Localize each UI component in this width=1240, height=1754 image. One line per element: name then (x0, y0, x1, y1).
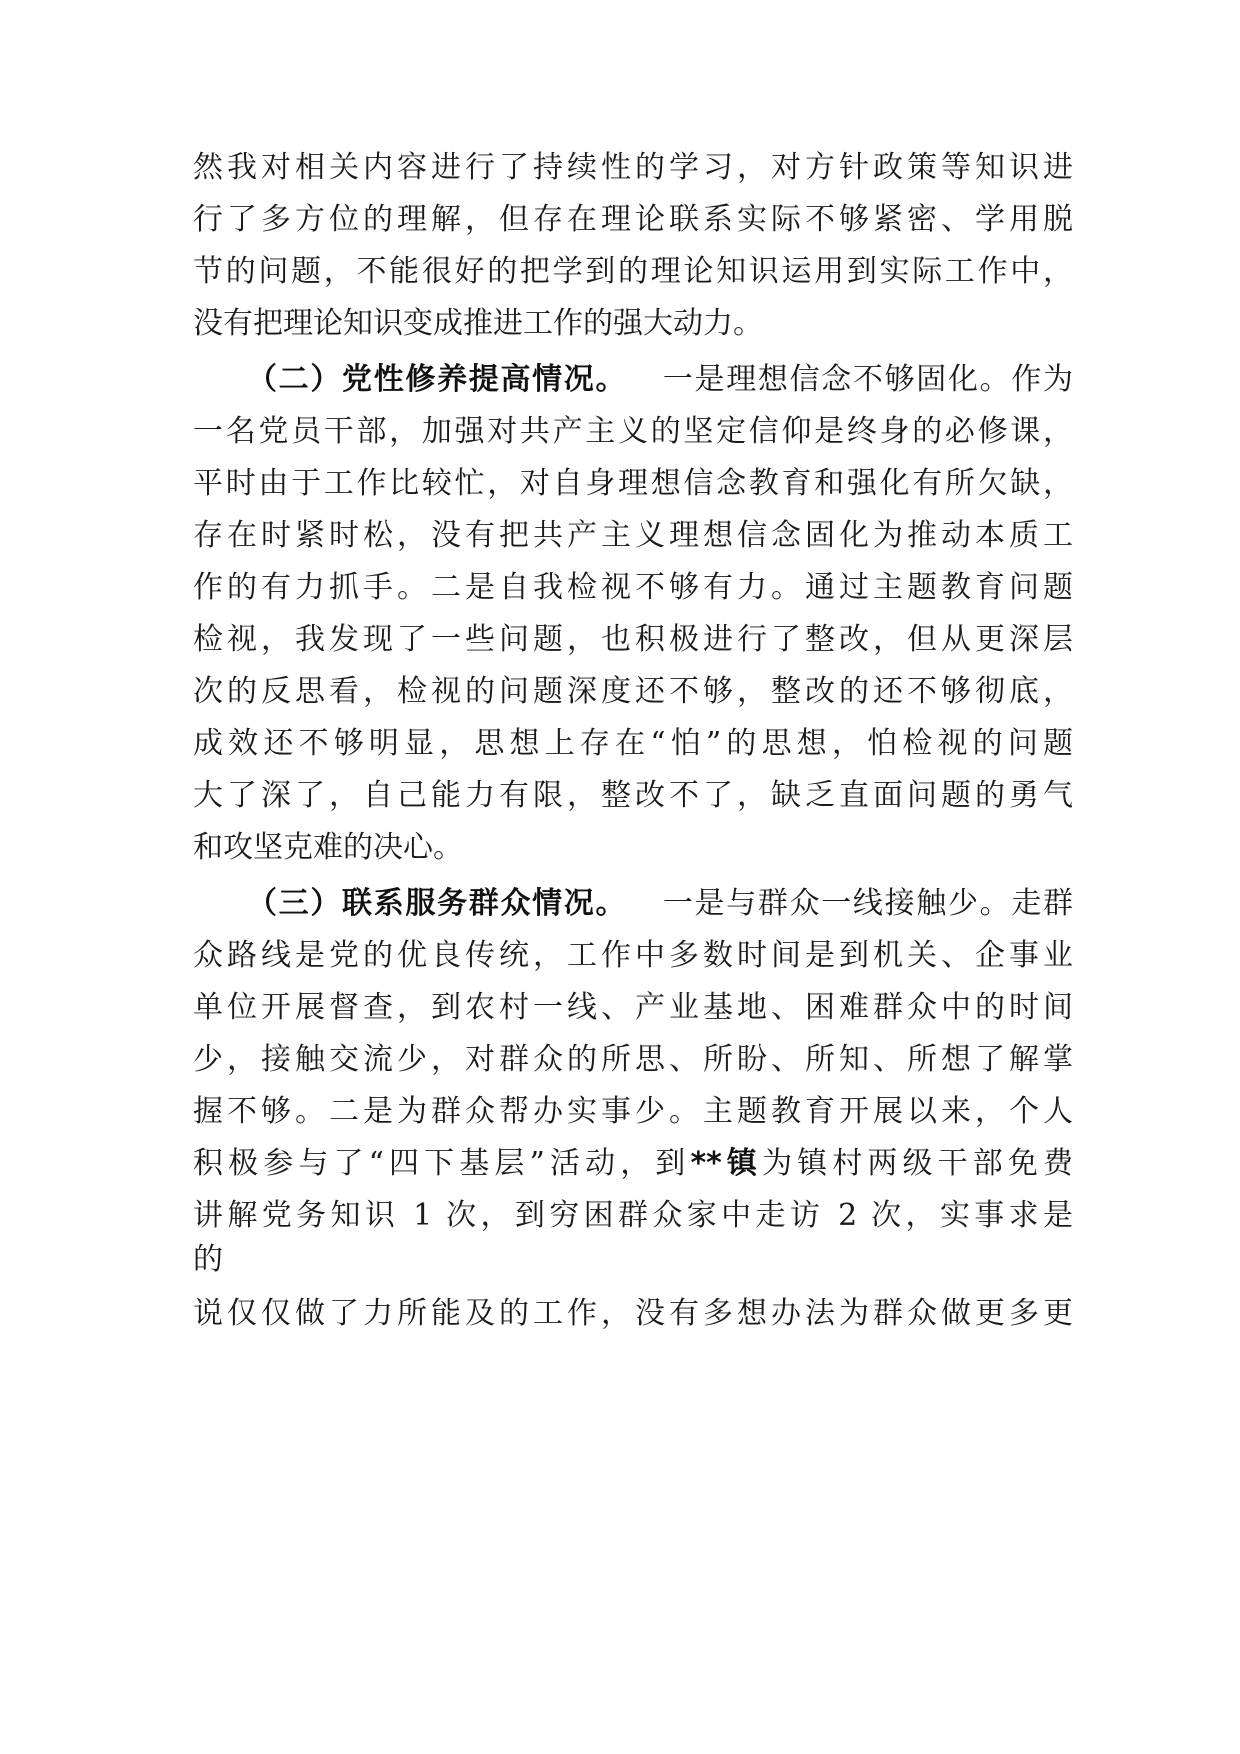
body-text-line: 检视，我发现了一些问题，也积极进行了整改，但从更深层 (193, 622, 1073, 657)
town-name: **镇 (690, 1146, 763, 1181)
body-text-line: 然我对相关内容进行了持续性的学习，对方针政策等知识进 (193, 150, 1073, 185)
body-text-line: 握不够。二是为群众帮办实事少。主题教育开展以来，个人 (193, 1094, 1073, 1129)
body-text-line: 一名党员干部，加强对共产主义的坚定信仰是终身的必修课， (193, 414, 1073, 449)
line-text-before-town: 积极参与了“四下基层”活动，到 (193, 1146, 691, 1181)
section-three-lead-text: 一是与群众一线接触少。走群 (661, 886, 1074, 921)
body-text-line: 存在时紧时松，没有把共产主义理想信念固化为推动本质工 (193, 518, 1073, 553)
body-text-line: 众路线是党的优良传统，工作中多数时间是到机关、企事业 (193, 938, 1073, 973)
body-text-line: 作的有力抓手。二是自我检视不够有力。通过主题教育问题 (193, 570, 1073, 605)
body-text-line: 平时由于工作比较忙，对自身理想信念教育和强化有所欠缺， (193, 466, 1073, 501)
body-text-line: 次的反思看，检视的问题深度还不够，整改的还不够彻底， (193, 674, 1073, 709)
section-two-heading: （二）党性修养提高情况。 (247, 362, 628, 397)
body-text-line: 大了深了，自己能力有限，整改不了，缺乏直面问题的勇气 (193, 778, 1073, 813)
section-two-first-line (247, 360, 1073, 400)
body-text-line: 单位开展督查，到农村一线、产业基地、困难群众中的时间 (193, 990, 1073, 1025)
section-three-first-line (247, 884, 1073, 924)
body-text-line: 的 (193, 1242, 223, 1277)
body-text-line: 没有把理论知识变成推进工作的强大动力。 (193, 306, 763, 341)
body-text-line: 节的问题，不能很好的把学到的理论知识运用到实际工作中， (193, 254, 1073, 289)
section-two-lead-text: 一是理想信念不够固化。作为 (661, 362, 1074, 397)
body-text-line: 少，接触交流少，对群众的所思、所盼、所知、所想了解掌 (193, 1042, 1073, 1077)
body-text-line: 成效还不够明显，思想上存在“怕”的思想，怕检视的问题 (193, 726, 1073, 761)
section-three-heading: （三）联系服务群众情况。 (247, 886, 628, 921)
body-text-line: 讲解党务知识 1 次，到穷困群众家中走访 2 次，实事求是 (193, 1198, 1073, 1233)
body-text-line: 说仅仅做了力所能及的工作，没有多想办法为群众做更多更 (193, 1296, 1073, 1331)
line-text-after-town: 为镇村两级干部免费 (762, 1146, 1073, 1181)
body-text-line-with-town (193, 1144, 1073, 1184)
body-text-line: 行了多方位的理解，但存在理论联系实际不够紧密、学用脱 (193, 202, 1073, 237)
body-text-line: 和攻坚克难的决心。 (193, 830, 463, 865)
